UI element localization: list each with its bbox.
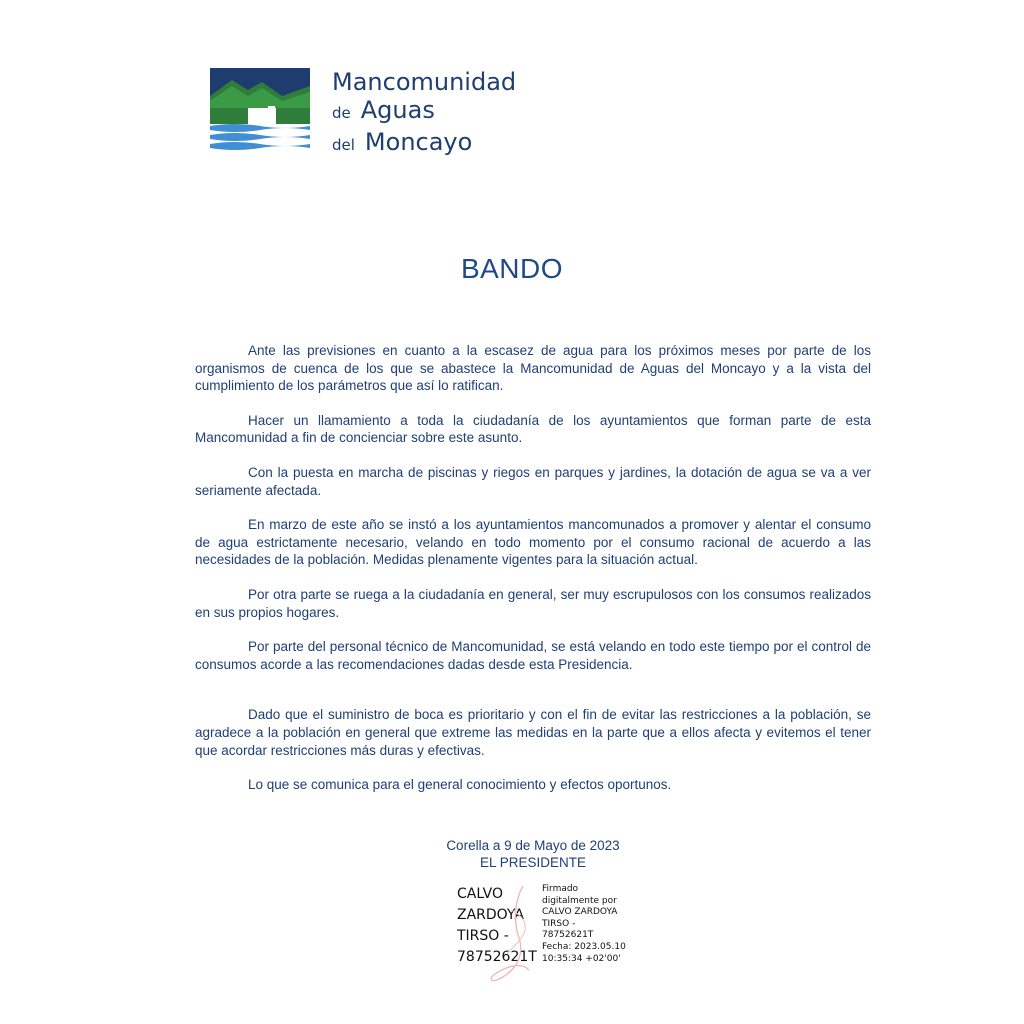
document-title: BANDO <box>460 253 564 284</box>
signature-detail-line: 78752621T <box>542 930 594 941</box>
handwritten-signature-mark <box>485 880 545 985</box>
logo-line-3-big: Moncayo <box>364 128 473 156</box>
signature-name-line: ZARDOYA <box>457 907 524 923</box>
paragraph: Hacer un llamamiento a toda la ciudadanía de los ayuntamientos que forman parte de esta Mancomunidad a fin de concienciar sobre este asunto. <box>195 412 871 446</box>
paragraph: Con la puesta en marcha de piscinas y riegos en parques y jardines, la dotación de agua se va a ver seriamente afectada. <box>195 464 871 498</box>
signature-name-line: TIRSO - <box>457 928 509 944</box>
signature-name-line: 78752621T <box>457 949 537 965</box>
signature-detail-line: digitalmente por <box>542 895 617 906</box>
paragraph: Por parte del personal técnico de Mancomunidad, se está velando en todo este tiempo por el control de consumos acorde a las recomendaciones dadas desde esta Presidencia. <box>195 639 871 672</box>
paragraph: En marzo de este año se instó a los ayuntamientos mancomunados a promover y alentar el consumo de agua estrictamente necesario, velando en todo momento por el consumo racional de acuerdo a las necesidades de la población. Medidas plenamente vigentes para la situación actual. <box>195 517 871 568</box>
organization-logo <box>210 68 530 163</box>
logo-line-3-small: del <box>332 136 355 154</box>
logo-mountain-water-icon <box>210 68 310 154</box>
signature-detail-line: 10:35:34 +02'00' <box>542 953 621 964</box>
signatory-role: EL PRESIDENTE <box>479 855 587 870</box>
logo-line-1: Mancomunidad <box>332 68 517 96</box>
signature-detail-line: Fecha: 2023.05.10 <box>542 941 626 952</box>
logo-line-2-big: Aguas <box>360 96 435 124</box>
logo-line-2-small: de <box>332 104 351 122</box>
signature-detail-line: CALVO ZARDOYA <box>542 907 618 918</box>
signature-detail-line: TIRSO - <box>542 918 576 929</box>
digital-signature-details <box>542 884 626 965</box>
signature-name-line: CALVO <box>457 886 503 902</box>
paragraph: Por otra parte se ruega a la ciudadanía en general, ser muy escrupulosos con los consumos realizados en sus propios hogares. <box>195 586 871 620</box>
logo-line-2 <box>332 96 435 124</box>
place-date: Corella a 9 de Mayo de 2023 <box>446 838 620 853</box>
paragraph: Ante las previsiones en cuanto a la escasez de agua para los próximos meses por parte de los organismos de cuenca de los que se abastece la Mancomunidad de Aguas del Moncayo y a la vista del cumplimiento de los parámetros que así lo ratifican. <box>195 343 871 394</box>
signature-detail-line: Firmado <box>542 884 579 894</box>
paragraph: Lo que se comunica para el general conocimiento y efectos oportunos. <box>248 777 672 793</box>
paragraph: Dado que el suministro de boca es prioritario y con el fin de evitar las restricciones a la población, se agradece a la población en general que extreme las medidas en la parte que a ellos afecta y evitemos el tener que acordar restricciones más duras y efectivas. <box>195 707 871 758</box>
logo-line-3 <box>332 128 472 156</box>
document-body <box>195 342 871 794</box>
